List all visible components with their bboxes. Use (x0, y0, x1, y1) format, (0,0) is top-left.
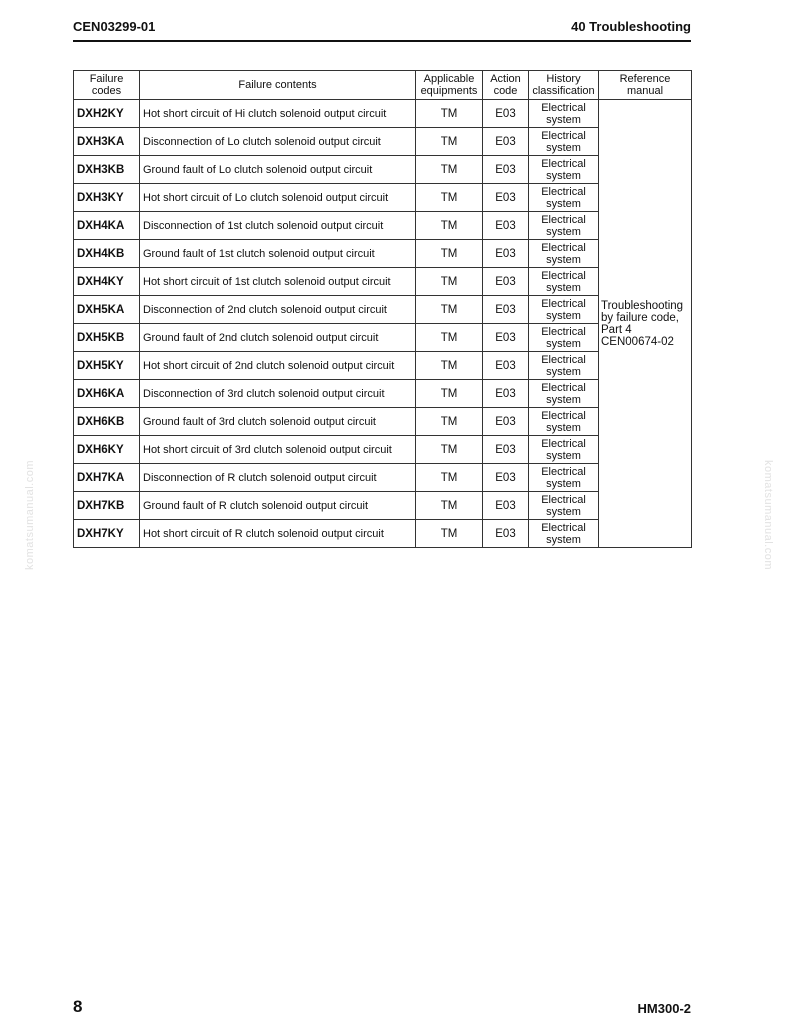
column-header: History classification (529, 71, 599, 100)
history-classification-cell: Electrical system (529, 436, 599, 464)
failure-code-cell: DXH5KY (74, 352, 140, 380)
applicable-equipment-cell: TM (416, 240, 483, 268)
failure-code-cell: DXH7KB (74, 492, 140, 520)
failure-content-cell: Ground fault of 1st clutch solenoid output circuit (140, 240, 416, 268)
failure-code-cell: DXH5KB (74, 324, 140, 352)
failure-code-cell: DXH3KY (74, 184, 140, 212)
table-header-row (74, 71, 692, 100)
doc-code: CEN03299-01 (73, 19, 156, 34)
failure-content-cell: Ground fault of 2nd clutch solenoid output circuit (140, 324, 416, 352)
history-classification-cell: Electrical system (529, 184, 599, 212)
history-classification-cell: Electrical system (529, 156, 599, 184)
history-classification-cell: Electrical system (529, 268, 599, 296)
applicable-equipment-cell: TM (416, 128, 483, 156)
reference-manual-cell: Troubleshooting by failure code, Part 4 CEN00674-02 (599, 100, 692, 548)
applicable-equipment-cell: TM (416, 324, 483, 352)
applicable-equipment-cell: TM (416, 464, 483, 492)
history-classification-cell: Electrical system (529, 520, 599, 548)
applicable-equipment-cell: TM (416, 156, 483, 184)
history-classification-cell: Electrical system (529, 100, 599, 128)
failure-code-table (73, 70, 692, 548)
history-classification-cell: Electrical system (529, 296, 599, 324)
failure-code-cell: DXH4KB (74, 240, 140, 268)
history-classification-cell: Electrical system (529, 464, 599, 492)
applicable-equipment-cell: TM (416, 408, 483, 436)
action-code-cell: E03 (483, 380, 529, 408)
applicable-equipment-cell: TM (416, 520, 483, 548)
history-classification-cell: Electrical system (529, 212, 599, 240)
failure-content-cell: Disconnection of Lo clutch solenoid output circuit (140, 128, 416, 156)
failure-content-cell: Disconnection of R clutch solenoid output circuit (140, 464, 416, 492)
failure-code-cell: DXH3KB (74, 156, 140, 184)
failure-code-cell: DXH6KB (74, 408, 140, 436)
failure-code-cell: DXH6KY (74, 436, 140, 464)
action-code-cell: E03 (483, 324, 529, 352)
action-code-cell: E03 (483, 240, 529, 268)
failure-content-cell: Hot short circuit of 3rd clutch solenoid output circuit (140, 436, 416, 464)
applicable-equipment-cell: TM (416, 268, 483, 296)
failure-code-cell: DXH7KY (74, 520, 140, 548)
action-code-cell: E03 (483, 464, 529, 492)
failure-content-cell: Disconnection of 3rd clutch solenoid output circuit (140, 380, 416, 408)
failure-code-cell: DXH4KA (74, 212, 140, 240)
action-code-cell: E03 (483, 128, 529, 156)
applicable-equipment-cell: TM (416, 296, 483, 324)
model-name: HM300-2 (637, 1001, 691, 1016)
failure-code-cell: DXH3KA (74, 128, 140, 156)
failure-content-cell: Disconnection of 1st clutch solenoid output circuit (140, 212, 416, 240)
applicable-equipment-cell: TM (416, 352, 483, 380)
failure-code-cell: DXH4KY (74, 268, 140, 296)
failure-content-cell: Hot short circuit of R clutch solenoid output circuit (140, 520, 416, 548)
column-header: Action code (483, 71, 529, 100)
action-code-cell: E03 (483, 212, 529, 240)
column-header: Applicable equipments (416, 71, 483, 100)
action-code-cell: E03 (483, 492, 529, 520)
failure-code-cell: DXH2KY (74, 100, 140, 128)
failure-code-cell: DXH6KA (74, 380, 140, 408)
action-code-cell: E03 (483, 296, 529, 324)
history-classification-cell: Electrical system (529, 492, 599, 520)
action-code-cell: E03 (483, 156, 529, 184)
column-header: Failure contents (140, 71, 416, 100)
failure-code-cell: DXH5KA (74, 296, 140, 324)
action-code-cell: E03 (483, 408, 529, 436)
history-classification-cell: Electrical system (529, 380, 599, 408)
action-code-cell: E03 (483, 520, 529, 548)
table-row (74, 100, 692, 128)
history-classification-cell: Electrical system (529, 240, 599, 268)
failure-code-cell: DXH7KA (74, 464, 140, 492)
action-code-cell: E03 (483, 100, 529, 128)
failure-content-cell: Ground fault of Lo clutch solenoid output circuit (140, 156, 416, 184)
applicable-equipment-cell: TM (416, 212, 483, 240)
applicable-equipment-cell: TM (416, 184, 483, 212)
action-code-cell: E03 (483, 268, 529, 296)
column-header: Reference manual (599, 71, 692, 100)
failure-content-cell: Disconnection of 2nd clutch solenoid output circuit (140, 296, 416, 324)
history-classification-cell: Electrical system (529, 408, 599, 436)
action-code-cell: E03 (483, 436, 529, 464)
failure-content-cell: Hot short circuit of 1st clutch solenoid output circuit (140, 268, 416, 296)
watermark-left: komatsumanual.com (24, 460, 36, 570)
failure-content-cell: Ground fault of R clutch solenoid output circuit (140, 492, 416, 520)
applicable-equipment-cell: TM (416, 380, 483, 408)
failure-content-cell: Hot short circuit of 2nd clutch solenoid output circuit (140, 352, 416, 380)
failure-content-cell: Ground fault of 3rd clutch solenoid output circuit (140, 408, 416, 436)
failure-content-cell: Hot short circuit of Lo clutch solenoid output circuit (140, 184, 416, 212)
action-code-cell: E03 (483, 184, 529, 212)
page-number: 8 (73, 997, 83, 1016)
failure-content-cell: Hot short circuit of Hi clutch solenoid output circuit (140, 100, 416, 128)
applicable-equipment-cell: TM (416, 436, 483, 464)
watermark-right: komatsumanual.com (762, 460, 774, 570)
history-classification-cell: Electrical system (529, 128, 599, 156)
history-classification-cell: Electrical system (529, 352, 599, 380)
section-title: 40 Troubleshooting (571, 19, 691, 34)
column-header: Failure codes (74, 71, 140, 100)
action-code-cell: E03 (483, 352, 529, 380)
applicable-equipment-cell: TM (416, 100, 483, 128)
page-header (73, 18, 691, 42)
history-classification-cell: Electrical system (529, 324, 599, 352)
applicable-equipment-cell: TM (416, 492, 483, 520)
